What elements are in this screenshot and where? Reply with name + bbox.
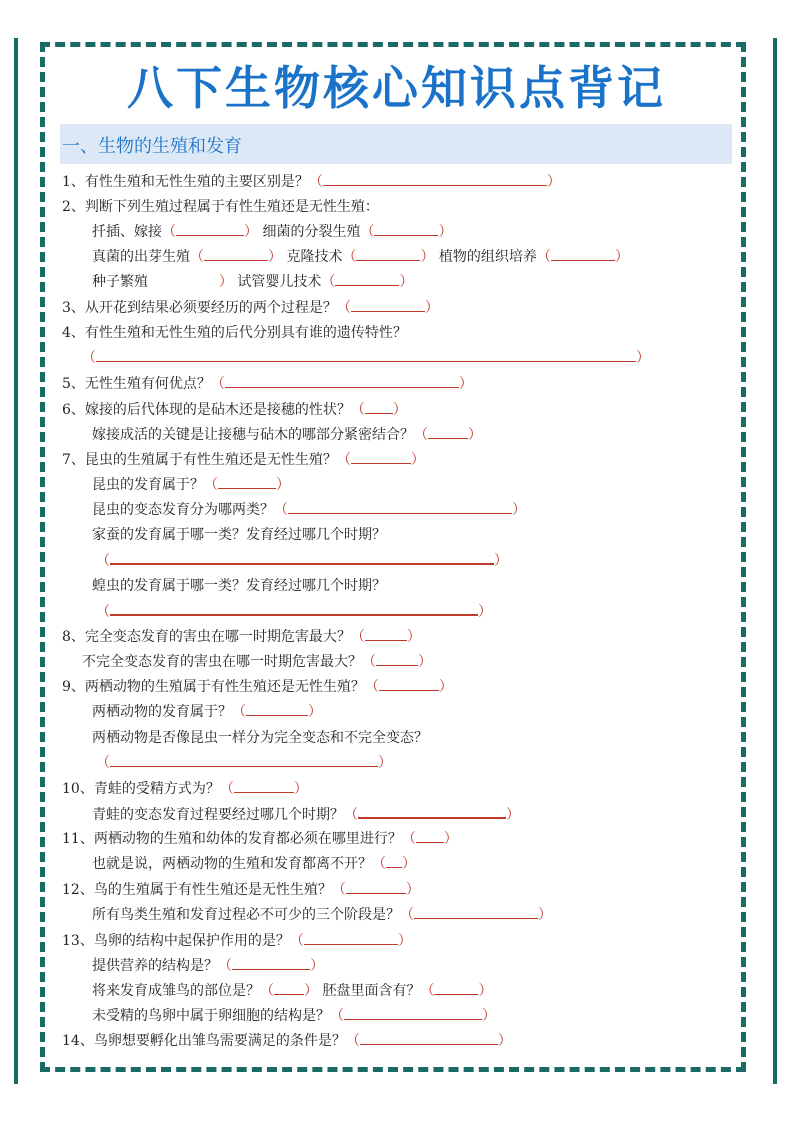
- answer-blank[interactable]: [356, 245, 420, 261]
- question-10: 10、青蛙的受精方式为？（ ）: [62, 777, 308, 801]
- answer-blank[interactable]: [204, 245, 268, 261]
- answer-blank[interactable]: [374, 220, 438, 236]
- answer-blank[interactable]: [335, 270, 399, 286]
- answer-blank[interactable]: [351, 448, 411, 464]
- question-7-c: 昆虫的变态发育分为哪两类？（ ）: [92, 498, 526, 522]
- question-7-d: 家蚕的发育属于哪一类？发育经过哪几个时期？: [92, 527, 386, 543]
- question-6-b: 嫁接成活的关键是让接穗与砧木的哪部分紧密结合？（ ）: [92, 423, 482, 447]
- question-5: 5、无性生殖有何优点？（ ）: [62, 372, 473, 396]
- answer-blank[interactable]: [428, 423, 468, 439]
- answer-blank[interactable]: [323, 170, 547, 186]
- answer-blank[interactable]: [376, 650, 418, 666]
- answer-blank[interactable]: [274, 979, 304, 995]
- question-9-c-answer: （ ）: [96, 751, 392, 775]
- question-7-e: 蝗虫的发育属于哪一类？发育经过哪几个时期？: [92, 578, 386, 594]
- answer-blank[interactable]: [365, 398, 393, 414]
- question-14: 14、鸟卵想要孵化出雏鸟需要满足的条件是？（ ）: [62, 1029, 512, 1053]
- answer-blank[interactable]: [246, 700, 308, 716]
- left-border-line: [14, 38, 18, 1084]
- answer-blank[interactable]: [344, 1004, 482, 1020]
- answer-blank[interactable]: [358, 802, 506, 819]
- question-13: 13、鸟卵的结构中起保护作用的是？（ ）: [62, 929, 412, 953]
- question-11: 11、两栖动物的生殖和幼体的发育都必须在哪里进行？（ ）: [62, 827, 458, 851]
- answer-blank[interactable]: [379, 675, 439, 691]
- answer-blank[interactable]: [551, 245, 615, 261]
- answer-blank[interactable]: [234, 777, 294, 793]
- answer-blank[interactable]: [346, 878, 406, 894]
- answer-blank[interactable]: [110, 548, 494, 565]
- question-4-answer: （ ）: [82, 346, 650, 370]
- answer-blank[interactable]: [351, 296, 425, 312]
- right-border-line: [773, 38, 777, 1084]
- answer-blank[interactable]: [386, 852, 402, 868]
- question-13-c: 将来发育成雏鸟的部位是？（ ） 胚盘里面含有？（ ）: [92, 979, 492, 1003]
- answer-blank[interactable]: [360, 1029, 498, 1045]
- question-12: 12、鸟的生殖属于有性生殖还是无性生殖？（ ）: [62, 878, 420, 902]
- answer-blank[interactable]: [365, 625, 407, 641]
- question-13-b: 提供营养的结构是？（ ）: [92, 954, 324, 978]
- answer-blank[interactable]: [110, 751, 378, 767]
- answer-blank[interactable]: [434, 979, 478, 995]
- question-2-row-1: 扦插、嫁接（ ） 细菌的分裂生殖（ ）: [92, 220, 452, 244]
- question-10-b: 青蛙的变态发育过程要经过哪几个时期？（ ）: [92, 802, 520, 826]
- question-13-e: 未受精的鸟卵中属于卵细胞的结构是？（ ）: [92, 1004, 496, 1028]
- answer-blank[interactable]: [304, 929, 398, 945]
- question-7: 7、昆虫的生殖属于有性生殖还是无性生殖？（ ）: [62, 448, 425, 472]
- answer-blank[interactable]: [176, 220, 244, 236]
- question-2: 2、判断下列生殖过程属于有性生殖还是无性生殖：: [62, 199, 379, 215]
- question-2-row-2: 真菌的出芽生殖（ ） 克隆技术（ ） 植物的组织培养（ ）: [92, 245, 629, 269]
- answer-blank[interactable]: [416, 827, 444, 843]
- answer-blank[interactable]: [110, 599, 478, 616]
- answer-blank[interactable]: [288, 498, 512, 514]
- question-7-b: 昆虫的发育属于？（ ）: [92, 473, 290, 497]
- question-7-e-answer: （ ）: [96, 599, 492, 623]
- answer-blank[interactable]: [414, 903, 538, 919]
- question-2-row-3: 种子繁殖 ） 试管婴儿技术（ ）: [92, 270, 413, 294]
- question-9: 9、两栖动物的生殖属于有性生殖还是无性生殖？（ ）: [62, 675, 453, 699]
- question-7-d-answer: （ ）: [96, 548, 508, 572]
- answer-blank[interactable]: [225, 372, 459, 388]
- answer-blank[interactable]: [232, 954, 310, 970]
- question-8: 8、完全变态发育的害虫在哪一时期危害最大？（ ）: [62, 625, 421, 649]
- section-title: 一、生物的生殖和发育: [62, 136, 242, 157]
- answer-blank[interactable]: [96, 346, 636, 362]
- question-1: 1、有性生殖和无性生殖的主要区别是？（ ）: [62, 170, 561, 194]
- question-4: 4、有性生殖和无性生殖的后代分别具有谁的遗传特性？: [62, 325, 407, 341]
- question-3: 3、从开花到结果必须要经历的两个过程是？（ ）: [62, 296, 439, 320]
- question-6: 6、嫁接的后代体现的是砧木还是接穗的性状？（ ）: [62, 398, 407, 422]
- question-12-b: 所有鸟类生殖和发育过程必不可少的三个阶段是？（ ）: [92, 903, 552, 927]
- question-8-b: 不完全变态发育的害虫在哪一时期危害最大？（ ）: [82, 650, 432, 674]
- page-title: 八下生物核心知识点背记: [127, 61, 666, 115]
- question-9-c: 两栖动物是否像昆虫一样分为完全变态和不完全变态？: [92, 730, 428, 746]
- question-9-b: 两栖动物的发育属于？（ ）: [92, 700, 322, 724]
- question-11-b: 也就是说，两栖动物的生殖和发育都离不开？（ ）: [92, 852, 416, 876]
- answer-blank[interactable]: [218, 473, 276, 489]
